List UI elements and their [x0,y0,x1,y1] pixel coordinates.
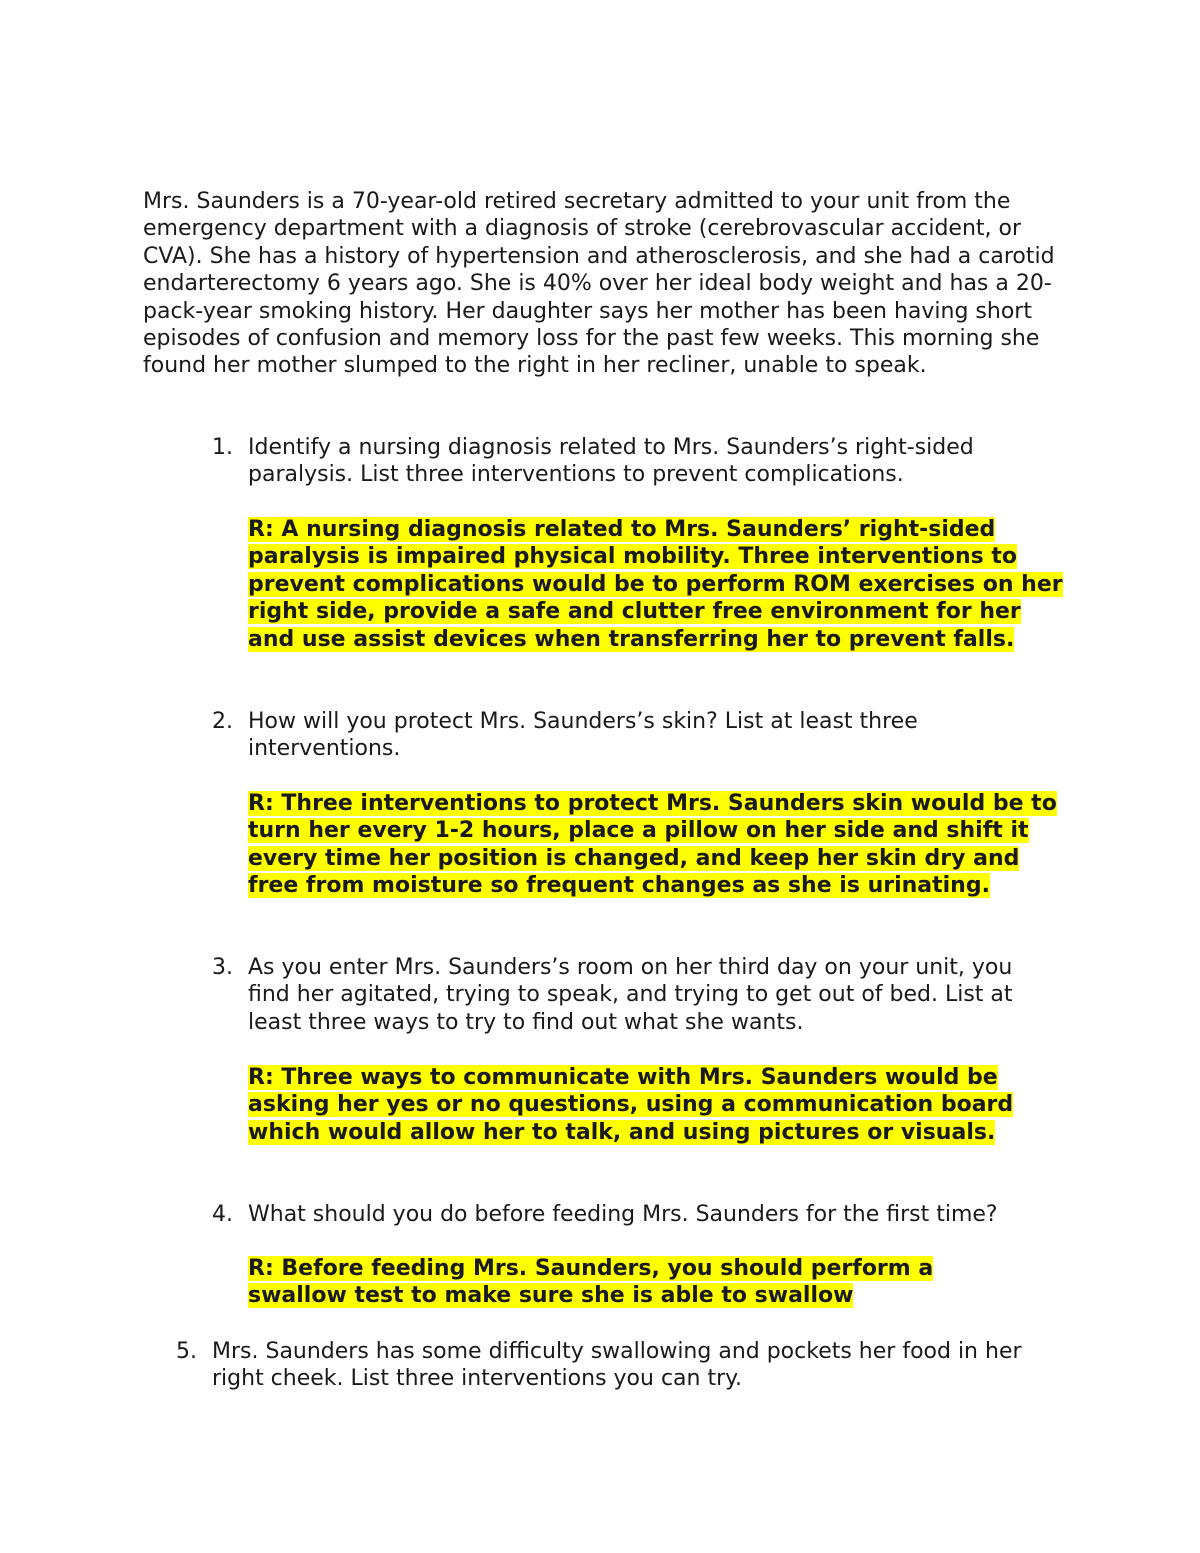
answer-3 [248,1064,1068,1146]
question-1 [212,434,1048,489]
question-4 [212,1201,1078,1228]
question-text: As you enter Mrs. Saunders’s room on her third day on your unit, you find her agitated, trying to speak, and trying to get out of bed. List at least three ways to try to find out what she wants. [248,955,1013,1035]
question-2 [212,708,1008,763]
highlighted-answer-text: R: Three interventions to protect Mrs. Saunders skin would be to turn her every 1-2 hours, place a pillow on her side and shift it every time her position is changed, and keep her skin dry and free from moisture so frequent changes as she is urinating. [248,791,1057,899]
question-3 [212,954,1058,1036]
highlighted-answer-text: R: Before feeding Mrs. Saunders, you should perform a swallow test to make sure she is able to swallow [248,1256,934,1309]
question-number: 1. [212,435,233,460]
question-text: Identify a nursing diagnosis related to Mrs. Saunders’s right-sided paralysis. List three interventions to prevent complications. [248,435,974,488]
question-number: 5. [176,1339,197,1364]
highlighted-answer-text: R: A nursing diagnosis related to Mrs. Saunders’ right-sided paralysis is impaired physical mobility. Three interventions to prevent complications would be to perform ROM exercises on her right side, provide a safe and clutter free environment for her and use assist devices when transferring her to prevent falls. [248,517,1063,652]
question-5 [176,1338,1062,1393]
question-text: Mrs. Saunders has some difficulty swallowing and pockets her food in her right cheek. List three interventions you can try. [212,1339,1022,1392]
question-text: How will you protect Mrs. Saunders’s skin? List at least three interventions. [248,709,918,762]
highlighted-answer-text: R: Three ways to communicate with Mrs. Saunders would be asking her yes or no questions, using a communication board which would allow her to talk, and using pictures or visuals. [248,1065,1014,1145]
case-intro-paragraph: Mrs. Saunders is a 70-year-old retired secretary admitted to your unit from the emergency department with a diagnosis of stroke (cerebrovascular accident, or CVA). She has a history of hypertension and atherosclerosis, and she had a carotid endarterectomy 6 years ago. She is 40% over her ideal body weight and has a 20-pack-year smoking history. Her daughter says her mother has been having short episodes of confusion and memory loss for the past few weeks. This morning she found her mother slumped to the right in her recliner, unable to speak. [143,189,1055,379]
question-number: 2. [212,709,233,734]
question-text: What should you do before feeding Mrs. Saunders for the first time? [248,1202,998,1227]
question-number: 3. [212,955,233,980]
answer-4 [248,1255,1008,1310]
question-number: 4. [212,1202,233,1227]
answer-2 [248,790,1068,900]
answer-1 [248,516,1068,653]
